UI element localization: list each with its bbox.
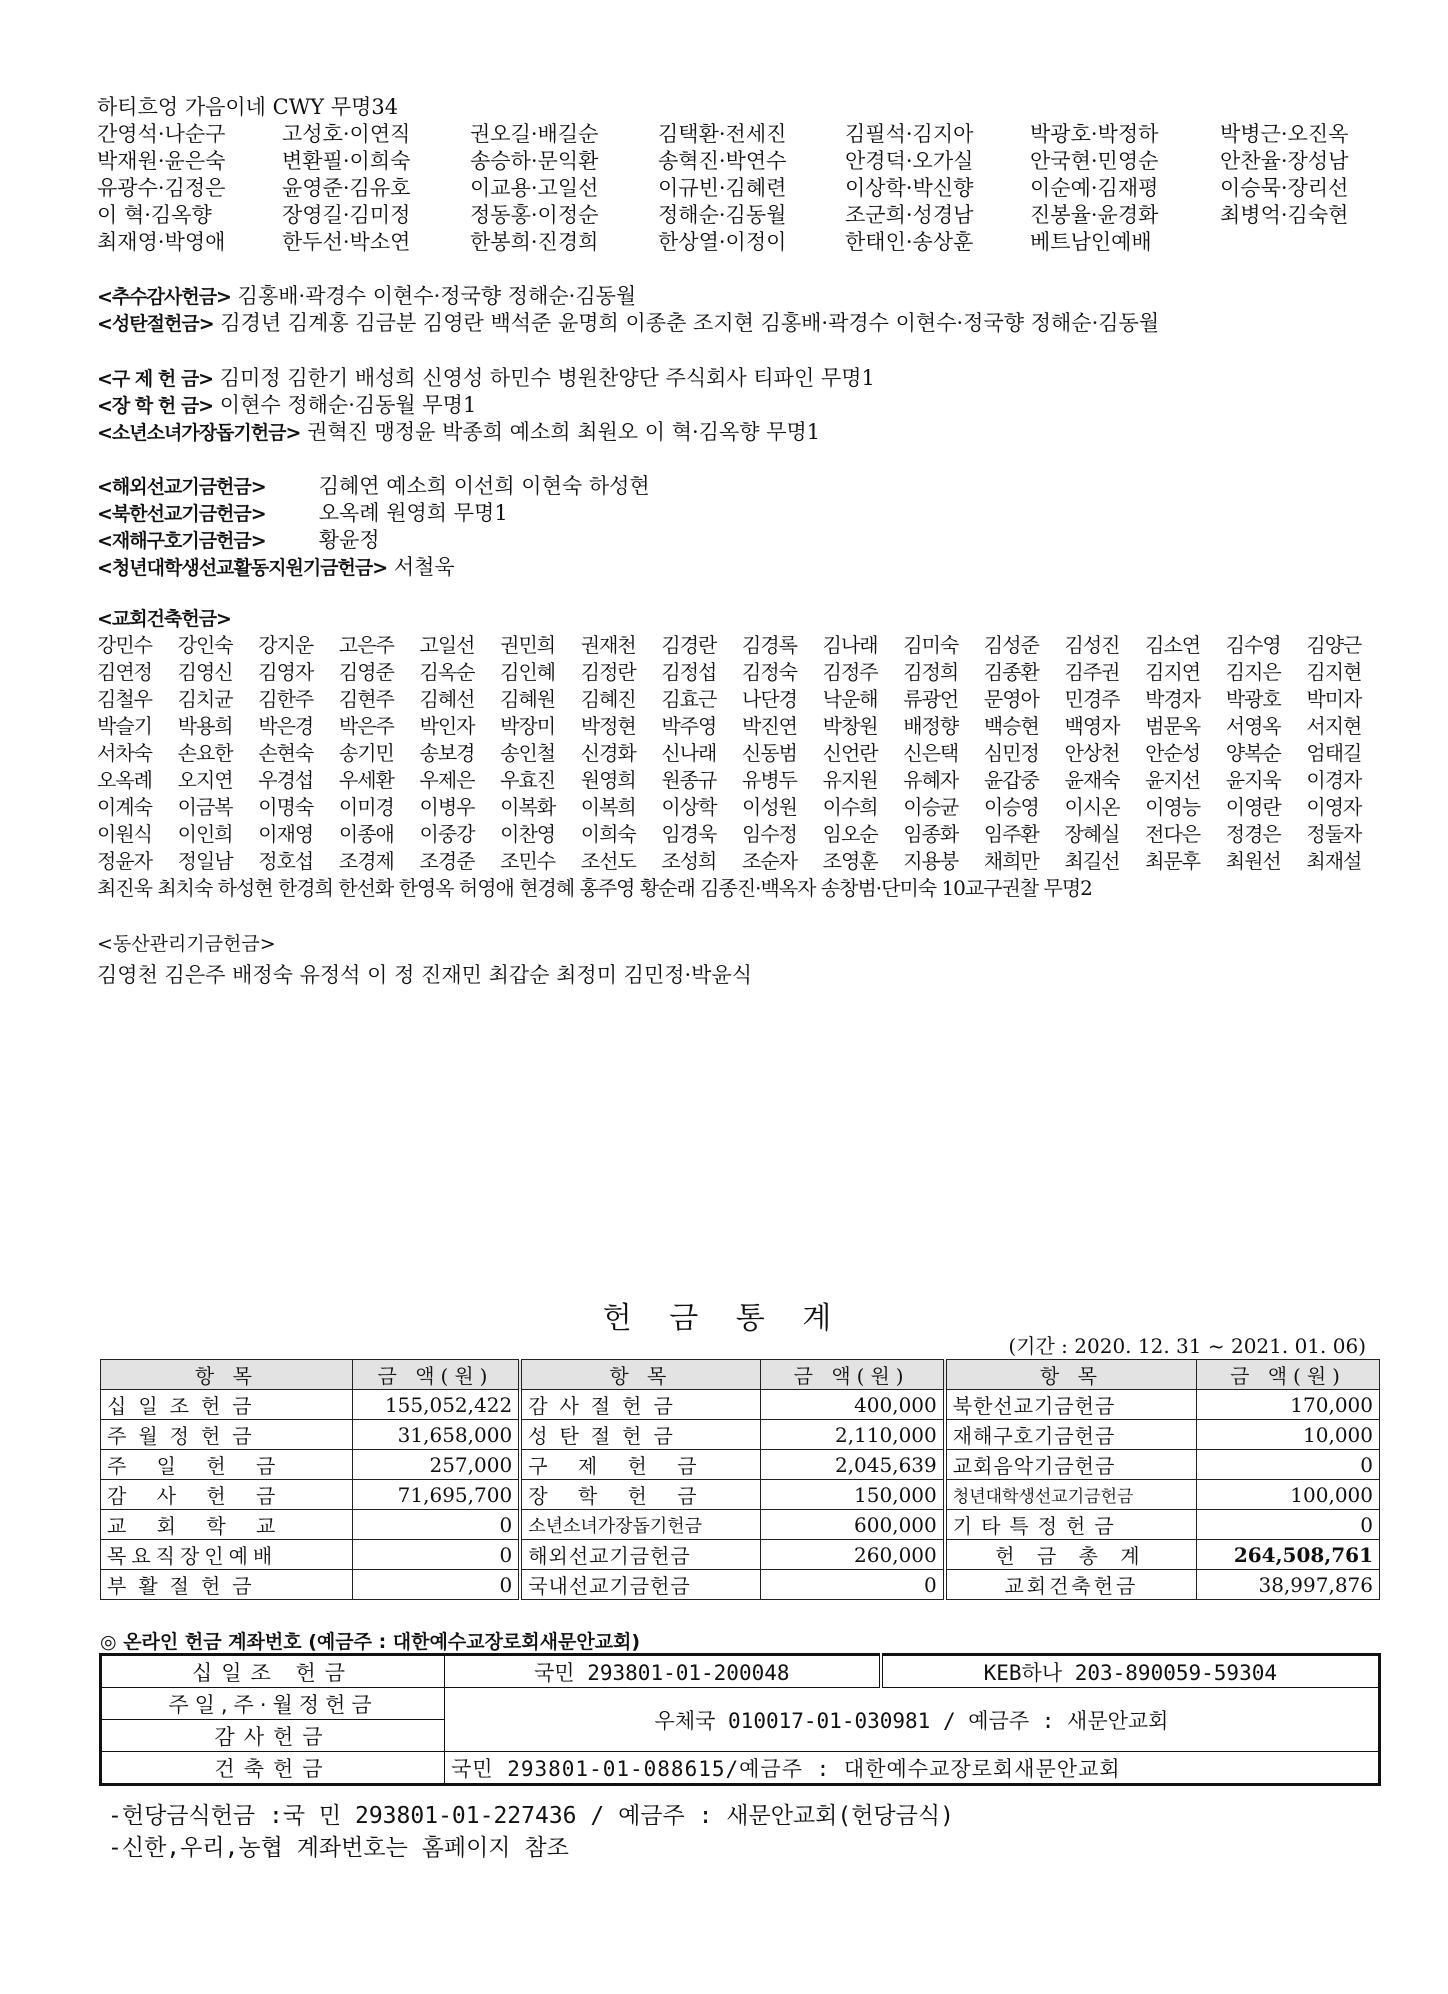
building-donor: 이영능 <box>1145 795 1201 819</box>
stats-row <box>101 1450 1380 1480</box>
section-label: <동산관리기금헌금> <box>97 933 276 955</box>
building-donor: 임오순 <box>822 822 878 846</box>
building-donor: 장혜실 <box>1064 822 1120 846</box>
offering-stats-table <box>100 1359 1380 1600</box>
stats-item: 해외선교기금헌금 <box>520 1540 760 1570</box>
account-row <box>101 1655 1380 1688</box>
building-donor: 나단경 <box>742 687 797 711</box>
building-donor: 유혜자 <box>903 768 959 792</box>
tithe-label: 십일조 헌금 <box>101 1655 445 1688</box>
building-last-line: 최진욱 최치숙 하성현 한경희 한선화 한영옥 허영애 현경혜 홍주영 황순래 김종진·백옥자 송창범·단미숙 10교구권찰 무명2 <box>97 876 1092 900</box>
section-names: 김경년 김계홍 김금분 김영란 백석준 윤명희 이종춘 조지현 김홍배·곽경수 이현수·정국향 정해순·김동월 <box>220 311 1160 335</box>
stats-item: 목요직장인예배 <box>101 1540 353 1570</box>
building-donor: 윤지욱 <box>1225 768 1281 792</box>
property-section-names <box>97 962 752 989</box>
stats-item: 주 일 헌 금 <box>101 1450 353 1480</box>
building-donor: 신은택 <box>903 741 959 765</box>
building-donor: 조영훈 <box>822 849 878 873</box>
stats-amount: 10,000 <box>1197 1420 1380 1450</box>
stats-row <box>101 1570 1380 1600</box>
building-donor: 류광언 <box>903 687 959 711</box>
stats-item: 감 사 헌 금 <box>101 1480 353 1510</box>
building-donor: 민경주 <box>1064 687 1120 711</box>
donor-pair: 조군희·성경남 <box>845 203 974 227</box>
section-label: <성탄절헌금> <box>97 313 214 335</box>
building-donor: 서영옥 <box>1225 714 1281 738</box>
section-label: <장 학 헌 금> <box>97 395 214 417</box>
building-donor: 이승균 <box>903 795 959 819</box>
building-donor: 김경란 <box>661 633 717 657</box>
building-donor: 이명숙 <box>258 795 314 819</box>
building-donor: 손현숙 <box>258 741 314 765</box>
building-donor: 김정희 <box>903 660 959 684</box>
building-donor: 심민정 <box>983 741 1039 765</box>
building-donor: 박인자 <box>419 714 475 738</box>
donor-pair: 박재원·윤은숙 <box>97 149 226 173</box>
stats-row <box>101 1390 1380 1420</box>
stats-amount: 170,000 <box>1197 1390 1380 1420</box>
donor-pair: 장영길·김미정 <box>282 203 411 227</box>
building-donor: 양복순 <box>1225 741 1281 765</box>
building-donor: 임수정 <box>742 822 797 846</box>
section-label: <해외선교기금헌금> <box>97 476 266 498</box>
stats-item: 교회건축헌금 <box>945 1570 1197 1600</box>
building-donor: 김양근 <box>1306 633 1362 657</box>
stats-amount: 600,000 <box>760 1510 945 1540</box>
building-donor: 범문옥 <box>1145 714 1201 738</box>
donor-pair: 김필석·김지아 <box>845 122 974 146</box>
building-donor: 강지운 <box>258 633 314 657</box>
donor-pair: 유광수·김정은 <box>97 176 226 200</box>
section-label: <북한선교기금헌금> <box>97 503 266 525</box>
stats-amount: 71,695,700 <box>352 1480 520 1510</box>
bank-accounts-table <box>99 1653 1381 1786</box>
donor-pair: 송혁진·박연수 <box>658 149 787 173</box>
building-donor: 임종화 <box>903 822 959 846</box>
section-label: <추수감사헌금> <box>97 286 231 308</box>
building-donor: 오옥례 <box>97 768 152 792</box>
donor-pair: 이규빈·김혜련 <box>658 176 787 200</box>
section-names: 황윤정 <box>318 528 380 552</box>
donor-pair: 정해순·김동월 <box>658 203 787 227</box>
building-donor: 이계숙 <box>97 795 152 819</box>
building-donor: 고은주 <box>338 633 394 657</box>
stats-row <box>101 1540 1380 1570</box>
other-banks-note: -신한,우리,농협 계좌번호는 홈페이지 참조 <box>108 1835 569 1861</box>
stats-amount: 2,045,639 <box>760 1450 945 1480</box>
stats-period: (기간 : 2020. 12. 31 ~ 2021. 01. 06) <box>1008 1334 1366 1358</box>
donor-pair: 송승하·문익환 <box>470 149 599 173</box>
donor-pair: 이교용·고일선 <box>470 176 599 200</box>
tithe-account-kb: 국민 293801-01-200048 <box>445 1655 881 1688</box>
stats-item: 헌 금 총 계 <box>945 1540 1197 1570</box>
donor-pair: 안경덕·오가실 <box>845 149 974 173</box>
building-donor: 서지현 <box>1306 714 1362 738</box>
building-donor: 우제은 <box>419 768 475 792</box>
stats-amount: 0 <box>352 1570 520 1600</box>
building-donor: 정경은 <box>1225 822 1281 846</box>
header-item: 항 목 <box>945 1360 1197 1390</box>
building-donor: 박미자 <box>1306 687 1362 711</box>
stats-item: 북한선교기금헌금 <box>945 1390 1197 1420</box>
donor-pair: 변환필·이희숙 <box>282 149 411 173</box>
building-donor: 오지연 <box>177 768 233 792</box>
building-donor: 박주영 <box>661 714 717 738</box>
donor-pair: 안국현·민영순 <box>1030 149 1159 173</box>
building-donor: 강민수 <box>97 633 152 657</box>
stats-total-amount: 264,508,761 <box>1197 1540 1380 1570</box>
building-donor: 신언란 <box>822 741 878 765</box>
building-donor: 김성진 <box>1064 633 1120 657</box>
building-donor: 최문후 <box>1145 849 1201 873</box>
building-donor: 이복희 <box>580 795 636 819</box>
stats-item: 재해구호기금헌금 <box>945 1420 1197 1450</box>
building-donor: 김주권 <box>1064 660 1120 684</box>
section-names: 김혜연 예소희 이선희 이현숙 하성현 <box>318 474 650 498</box>
college-section <box>97 554 455 582</box>
building-names-grid <box>97 632 1387 875</box>
building-donor: 우세환 <box>338 768 394 792</box>
stats-item: 부활절헌금 <box>101 1570 353 1600</box>
building-donor: 김지연 <box>1145 660 1201 684</box>
building-donor: 채희만 <box>983 849 1039 873</box>
building-donor: 조경제 <box>338 849 394 873</box>
building-donor: 신동범 <box>742 741 797 765</box>
building-donor: 윤지선 <box>1145 768 1201 792</box>
section-label: <재해구호기금헌금> <box>97 530 266 552</box>
stats-amount: 257,000 <box>352 1450 520 1480</box>
stats-item: 감사절헌금 <box>520 1390 760 1420</box>
building-donor: 백승현 <box>983 714 1039 738</box>
building-donor: 임주환 <box>983 822 1039 846</box>
donor-pair: 고성호·이연직 <box>282 122 411 146</box>
stats-amount: 0 <box>352 1510 520 1540</box>
stats-amount: 100,000 <box>1197 1480 1380 1510</box>
building-donor: 김성준 <box>983 633 1039 657</box>
building-donor: 배정향 <box>903 714 959 738</box>
building-donor: 정일남 <box>177 849 233 873</box>
building-donor: 김경록 <box>742 633 797 657</box>
building-donor: 김지은 <box>1225 660 1281 684</box>
section-names: 김영천 김은주 배정숙 유정석 이 정 진재민 최갑순 최정미 김민정·박윤식 <box>97 963 753 987</box>
building-donor: 김인혜 <box>500 660 556 684</box>
building-donor: 이희숙 <box>580 822 636 846</box>
building-donor: 이금복 <box>177 795 233 819</box>
donor-pair: 한태인·송상훈 <box>845 230 974 254</box>
building-donor: 우효진 <box>500 768 556 792</box>
donor-pair: 박병근·오진옥 <box>1220 122 1349 146</box>
building-account: 국민 293801-01-088615/예금주 : 대한예수교장로회새문안교회 <box>445 1752 1380 1785</box>
building-donor: 박창원 <box>822 714 878 738</box>
building-donor: 전다은 <box>1145 822 1201 846</box>
stats-amount: 0 <box>1197 1510 1380 1540</box>
building-section-title <box>97 605 231 633</box>
building-donor: 임경욱 <box>661 822 717 846</box>
building-donor: 이시온 <box>1064 795 1120 819</box>
stats-item: 주월정헌금 <box>101 1420 353 1450</box>
overseas-section <box>97 473 650 501</box>
building-donor: 김혜진 <box>580 687 636 711</box>
building-donor: 이중강 <box>419 822 475 846</box>
donor-pair: 권오길·배길순 <box>470 122 599 146</box>
building-donor: 이수희 <box>822 795 878 819</box>
building-donor: 박정현 <box>580 714 636 738</box>
section-names: 김홍배·곽경수 이현수·정국향 정해순·김동월 <box>237 284 637 308</box>
building-donor: 박광호 <box>1225 687 1281 711</box>
section-label: <소년소녀가장돕기헌금> <box>97 422 301 444</box>
stats-amount: 260,000 <box>760 1540 945 1570</box>
donor-pair: 박광호·박정하 <box>1030 122 1159 146</box>
building-donor: 권민희 <box>500 633 556 657</box>
stats-title: 헌 금 통 계 <box>602 1301 846 1336</box>
donor-pair: 이순예·김재평 <box>1030 176 1159 200</box>
intro-line: 하티흐엉 가음이네 CWY 무명34 <box>97 95 399 119</box>
section-names: 오옥례 원영희 무명1 <box>318 501 508 525</box>
stats-row <box>101 1510 1380 1540</box>
building-donor: 고일선 <box>419 633 475 657</box>
building-donor: 이성원 <box>742 795 797 819</box>
section-label: <교회건축헌금> <box>97 608 231 630</box>
accounts-title: ◎ 온라인 헌금 계좌번호 (예금주 : 대한예수교장로회새문안교회) <box>100 1631 641 1653</box>
stats-item: 청년대학생선교기금헌금 <box>945 1480 1197 1510</box>
building-donor: 송기민 <box>338 741 394 765</box>
stats-header-row <box>101 1360 1380 1390</box>
building-donor: 정둘자 <box>1306 822 1362 846</box>
stats-amount: 38,997,876 <box>1197 1570 1380 1600</box>
section-names: 김미정 김한기 배성희 신영성 하민수 병원찬양단 주식회사 티파인 무명1 <box>219 366 875 390</box>
building-donor: 박장미 <box>500 714 556 738</box>
building-donor: 이병우 <box>419 795 475 819</box>
building-donor: 김소연 <box>1145 633 1201 657</box>
building-label: 건축헌금 <box>101 1752 445 1785</box>
building-donor: 안순성 <box>1145 741 1201 765</box>
header-amount: 금 액(원) <box>1197 1360 1380 1390</box>
stats-item: 교 회 학 교 <box>101 1510 353 1540</box>
account-row <box>101 1752 1380 1785</box>
building-donor: 이찬영 <box>500 822 556 846</box>
building-donor: 유지원 <box>822 768 878 792</box>
building-donor: 신경화 <box>580 741 636 765</box>
post-office-account: 우체국 010017-01-030981 / 예금주 : 새문안교회 <box>445 1688 1380 1752</box>
building-donor: 유병두 <box>742 768 797 792</box>
building-donor: 백영자 <box>1064 714 1120 738</box>
donor-pair: 간영석·나순구 <box>97 122 226 146</box>
building-donor: 김미숙 <box>903 633 959 657</box>
building-donor: 이영란 <box>1225 795 1281 819</box>
building-donor: 김현주 <box>338 687 394 711</box>
building-donor: 서차숙 <box>97 741 152 765</box>
building-donor: 이승영 <box>983 795 1039 819</box>
building-donor: 이복화 <box>500 795 556 819</box>
christmas-section <box>97 310 1159 338</box>
stats-item: 국내선교기금헌금 <box>520 1570 760 1600</box>
weekly-label: 주일,주·월정헌금 <box>101 1688 445 1720</box>
building-donor: 윤재숙 <box>1064 768 1120 792</box>
building-donor: 김나래 <box>822 633 878 657</box>
section-names: 권혁진 맹정윤 박종희 예소희 최원오 이 혁·김옥향 무명1 <box>307 420 821 444</box>
building-donor: 최원선 <box>1225 849 1281 873</box>
section-names: 이현수 정해순·김동월 무명1 <box>219 393 477 417</box>
thanksgiving-names-grid <box>97 121 1387 256</box>
building-donor: 송보경 <box>419 741 475 765</box>
building-donor: 김철우 <box>97 687 152 711</box>
donor-pair: 이승묵·장리선 <box>1220 176 1349 200</box>
building-donor: 김치균 <box>177 687 233 711</box>
header-amount: 금 액(원) <box>760 1360 945 1390</box>
building-donor: 박은경 <box>258 714 314 738</box>
building-donor: 이원식 <box>97 822 152 846</box>
stats-amount: 400,000 <box>760 1390 945 1420</box>
donor-pair: 진봉율·윤경화 <box>1030 203 1159 227</box>
relief-section <box>97 365 875 393</box>
building-donor: 김옥순 <box>419 660 475 684</box>
stats-row <box>101 1420 1380 1450</box>
building-donor: 박진연 <box>742 714 797 738</box>
building-donor: 신나래 <box>661 741 717 765</box>
chuksu-section <box>97 283 636 311</box>
building-donor: 이인희 <box>177 822 233 846</box>
building-donor: 김혜선 <box>419 687 475 711</box>
donor-pair: 한봉희·진경희 <box>470 230 599 254</box>
donor-pair: 안찬율·장성남 <box>1220 149 1349 173</box>
building-donor: 이경자 <box>1306 768 1362 792</box>
building-donor: 김수영 <box>1225 633 1281 657</box>
building-donor: 조성희 <box>661 849 717 873</box>
building-donor: 박용희 <box>177 714 233 738</box>
header-item: 항 목 <box>520 1360 760 1390</box>
building-donor: 김효근 <box>661 687 717 711</box>
donor-pair: 한두선·박소연 <box>282 230 411 254</box>
disaster-section <box>97 527 380 555</box>
building-donor: 이재영 <box>258 822 314 846</box>
header-item: 항 목 <box>101 1360 353 1390</box>
building-donor: 최재설 <box>1306 849 1362 873</box>
building-donor: 강인숙 <box>177 633 233 657</box>
building-donor: 김연정 <box>97 660 152 684</box>
stats-item: 성탄절헌금 <box>520 1420 760 1450</box>
building-donor: 박경자 <box>1145 687 1201 711</box>
building-donor: 김혜원 <box>500 687 556 711</box>
stats-item: 소년소녀가장돕기헌금 <box>520 1510 760 1540</box>
stats-amount: 155,052,422 <box>352 1390 520 1420</box>
stats-item: 장 학 헌 금 <box>520 1480 760 1510</box>
stats-amount: 0 <box>760 1570 945 1600</box>
tithe-account-keb: KEB하나 203-890059-59304 <box>881 1655 1380 1688</box>
building-donor: 김한주 <box>258 687 314 711</box>
donor-pair: 베트남인예배 <box>1030 230 1152 254</box>
building-donor: 조순자 <box>742 849 797 873</box>
section-label: <구 제 헌 금> <box>97 368 214 390</box>
building-donor: 손요한 <box>177 741 233 765</box>
building-donor: 김정주 <box>822 660 878 684</box>
building-donor: 이상학 <box>661 795 717 819</box>
youth-section <box>97 419 820 447</box>
building-donor: 박은주 <box>338 714 394 738</box>
stats-item: 구 제 헌 금 <box>520 1450 760 1480</box>
building-donor: 김정섭 <box>661 660 717 684</box>
stats-item: 십일조헌금 <box>101 1390 353 1420</box>
building-donor: 정윤자 <box>97 849 152 873</box>
building-donor: 김정란 <box>580 660 636 684</box>
building-donor: 지용붕 <box>903 849 959 873</box>
building-donor: 이영자 <box>1306 795 1362 819</box>
stats-amount: 0 <box>352 1540 520 1570</box>
thanks-label: 감사헌금 <box>101 1720 445 1752</box>
building-donor: 조경준 <box>419 849 475 873</box>
building-donor: 낙운해 <box>822 687 878 711</box>
donor-pair: 윤영준·김유호 <box>282 176 411 200</box>
building-donor: 송인철 <box>500 741 556 765</box>
stats-item: 교회음악기금헌금 <box>945 1450 1197 1480</box>
building-donor: 김영신 <box>177 660 233 684</box>
building-donor: 윤갑중 <box>983 768 1039 792</box>
building-donor: 최길선 <box>1064 849 1120 873</box>
stats-amount: 31,658,000 <box>352 1420 520 1450</box>
building-donor: 문영아 <box>983 687 1039 711</box>
donor-pair: 이 혁·김옥향 <box>97 203 212 227</box>
donor-pair: 김택환·전세진 <box>658 122 787 146</box>
building-donor: 조민수 <box>500 849 556 873</box>
donor-pair <box>1220 229 1390 256</box>
account-row <box>101 1688 1380 1720</box>
building-donor: 이종애 <box>338 822 394 846</box>
building-donor: 권재천 <box>580 633 636 657</box>
donor-pair: 이상학·박신향 <box>845 176 974 200</box>
building-donor: 김영준 <box>338 660 394 684</box>
building-donor: 김지현 <box>1306 660 1362 684</box>
property-section-title <box>97 930 276 958</box>
section-label: <청년대학생선교활동지원기금헌금> <box>97 557 388 579</box>
building-donor: 이미경 <box>338 795 394 819</box>
building-donor: 김정숙 <box>742 660 797 684</box>
building-donor: 엄태길 <box>1306 741 1362 765</box>
building-donor: 안상천 <box>1064 741 1120 765</box>
stats-amount: 0 <box>1197 1450 1380 1480</box>
donor-pair: 최재영·박영애 <box>97 230 226 254</box>
stats-row <box>101 1480 1380 1510</box>
northkorea-section <box>97 500 508 528</box>
building-donor: 조선도 <box>580 849 636 873</box>
building-donor: 우경섭 <box>258 768 314 792</box>
donor-pair: 최병억·김숙현 <box>1220 203 1349 227</box>
building-donor: 박슬기 <box>97 714 152 738</box>
building-donor: 원영희 <box>580 768 636 792</box>
header-amount: 금 액(원) <box>352 1360 520 1390</box>
building-donor: 원종규 <box>661 768 717 792</box>
fasting-offering-note: -헌당금식헌금 :국 민 293801-01-227436 / 예금주 : 새문안교회(헌당금식) <box>108 1803 954 1829</box>
stats-item: 기타특정헌금 <box>945 1510 1197 1540</box>
stats-amount: 150,000 <box>760 1480 945 1510</box>
donor-pair: 한상열·이정이 <box>658 230 787 254</box>
donor-pair: 정동홍·이정순 <box>470 203 599 227</box>
section-names: 서철욱 <box>393 555 455 579</box>
scholarship-section <box>97 392 476 420</box>
building-donor: 김영자 <box>258 660 314 684</box>
stats-amount: 2,110,000 <box>760 1420 945 1450</box>
building-donor: 정호섭 <box>258 849 314 873</box>
building-donor: 김종환 <box>983 660 1039 684</box>
